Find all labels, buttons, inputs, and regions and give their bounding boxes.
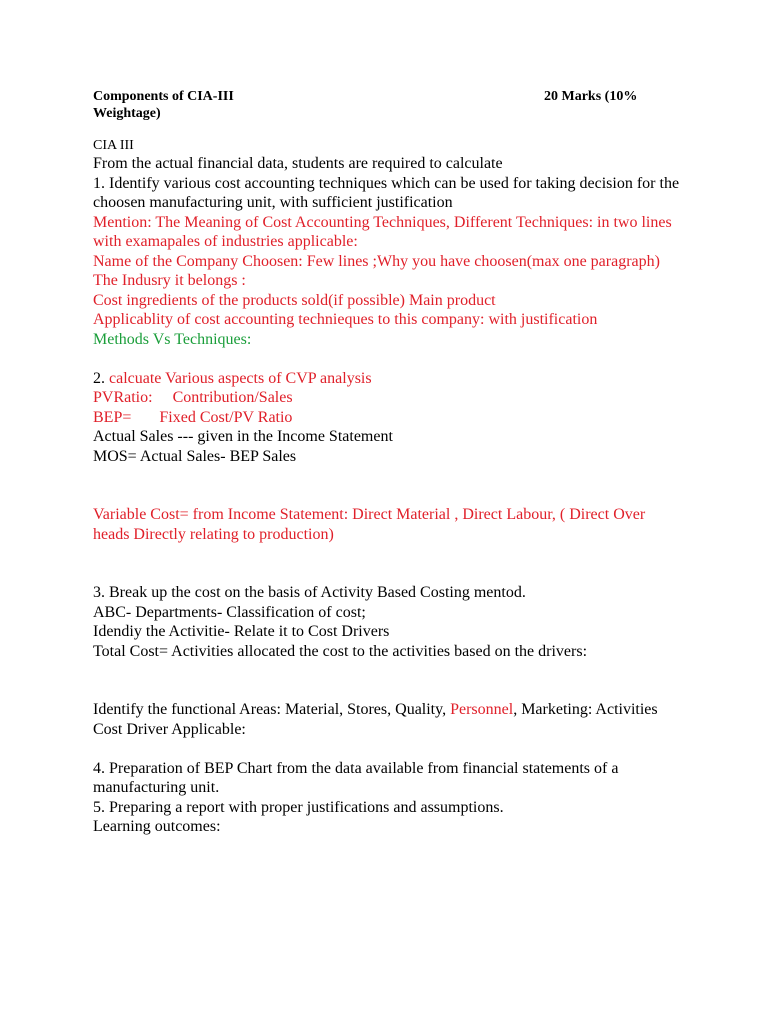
identify-activities-text: Idendiy the Activitie- Relate it to Cost Drivers <box>93 623 390 640</box>
learning-outcomes-text: Learning outcomes: <box>93 818 221 835</box>
item-5: 5. Preparing a report with proper justifications and assumptions. <box>93 798 504 816</box>
header-title: Components of CIA-III <box>93 89 234 104</box>
cost-ingredients-text: Cost ingredients of the products sold(if possible) Main product <box>93 291 496 309</box>
spacer <box>93 739 683 759</box>
header-marks: 20 Marks (10% <box>544 89 638 104</box>
document-header <box>93 88 653 121</box>
item-3: 3. Break up the cost on the basis of Activity Based Costing mentod. <box>93 584 526 601</box>
spacer <box>93 544 683 583</box>
header-weightage: Weightage) <box>93 106 161 121</box>
pv-ratio-formula: PVRatio: Contribution/Sales <box>93 389 293 406</box>
cia-label: CIA III <box>93 138 134 153</box>
cost-driver-text: Cost Driver Applicable: <box>93 720 246 738</box>
item-2 <box>93 369 683 389</box>
spacer <box>93 349 683 369</box>
industry-text: The Indusry it belongs : <box>93 272 246 289</box>
bep-formula: BEP= Fixed Cost/PV Ratio <box>93 408 293 426</box>
item-2-number: 2. <box>93 369 109 387</box>
document-body <box>93 154 683 837</box>
functional-areas-suffix: , Marketing: Activities <box>513 701 658 718</box>
applicability-text: Applicablity of cost accounting technieques to this company: with justification <box>93 311 598 328</box>
spacer <box>93 661 683 700</box>
mos-formula: MOS= Actual Sales- BEP Sales <box>93 447 297 465</box>
variable-cost-text: Variable Cost= from Income Statement: Direct Material , Direct Labour, ( Direct Over heads Directly relating to production) <box>93 506 646 543</box>
item-2-text: calcuate Various aspects of CVP analysis <box>109 369 372 387</box>
functional-areas-prefix: Identify the functional Areas: Material, Stores, Quality, <box>93 701 451 718</box>
abc-text: ABC- Departments- Classification of cost; <box>93 603 366 621</box>
methods-text: Methods Vs Techniques: <box>93 330 252 348</box>
spacer <box>93 466 683 505</box>
total-cost-text: Total Cost= Activities allocated the cost to the activities based on the drivers: <box>93 642 588 660</box>
document-page <box>93 0 693 1024</box>
functional-areas-personnel: Personnel <box>450 701 514 718</box>
mention-text: Mention: The Meaning of Cost Accounting Techniques, Different Techniques: in two lines with examapales of industries applicable: <box>93 213 672 250</box>
functional-areas-text <box>93 700 683 720</box>
item-1: 1. Identify various cost accounting techniques which can be used for taking decision for the choosen manufacturing unit, with sufficient justification <box>93 174 680 211</box>
item-4: 4. Preparation of BEP Chart from the data available from financial statements of a manufacturing unit. <box>93 759 619 796</box>
intro-text: From the actual financial data, students are required to calculate <box>93 155 503 172</box>
actual-sales-text: Actual Sales --- given in the Income Statement <box>93 428 393 445</box>
company-text: Name of the Company Choosen: Few lines ;Why you have choosen(max one paragraph) <box>93 252 660 270</box>
